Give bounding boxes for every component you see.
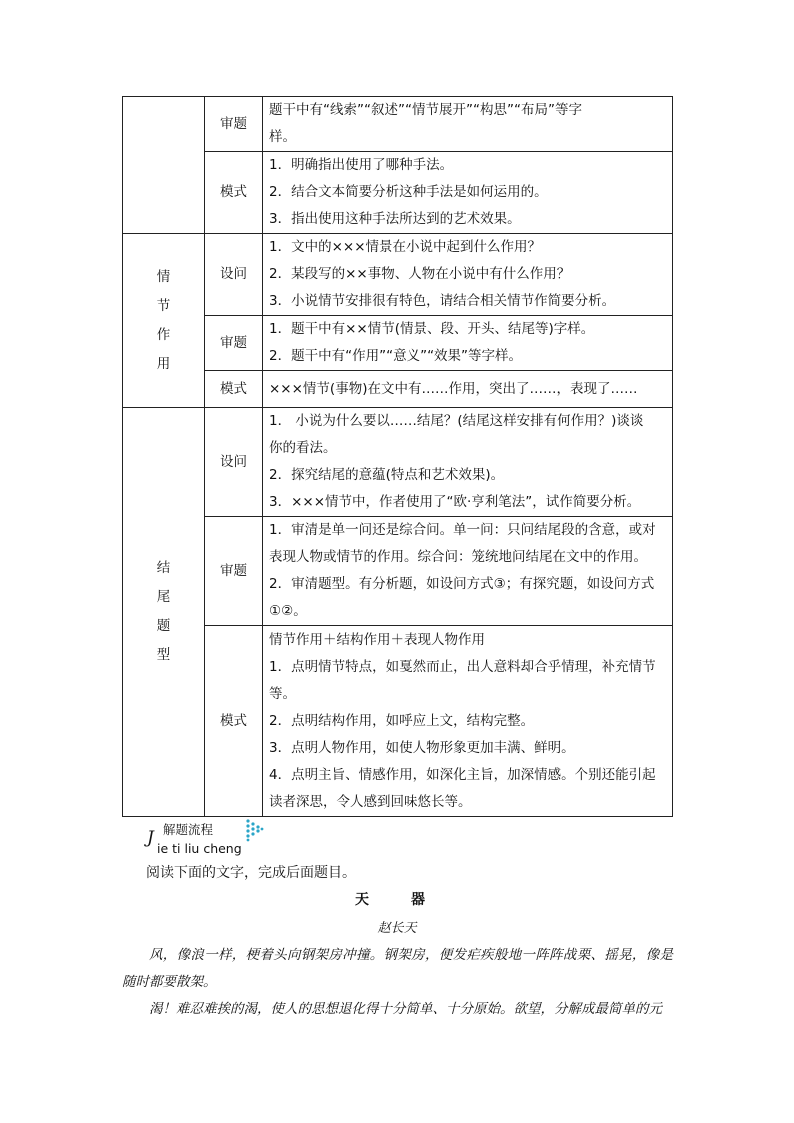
content-line: 4．点明主旨、情感作用，如深化主旨，加深情感。个别还能引起 [269,766,656,783]
content-line: 题干中有“线索”“叙述”“情节展开”“构思”“布局”等字 [269,102,582,118]
content-line: 1．文中的×××情景在小说中起到什么作用？ [269,239,542,255]
row-content [263,408,673,517]
answer-guide-table [122,96,673,817]
section-char: 作 [156,326,171,343]
content-line: 读者深思，令人感到回味悠长等。 [269,793,472,810]
content-line: 你的看法。 [269,440,337,456]
row-label: 审题 [205,97,263,152]
section-char: 题 [156,618,171,634]
content-line: 2．某段写的××事物、人物在小说中有什么作用？ [269,266,571,282]
section-char: 节 [156,297,171,314]
row-label: 模式 [205,152,263,234]
row-label: 设问 [205,408,263,517]
content-line: 2．审清题型。有分析题，如设问方式③；有探究题，如设问方式 [269,576,655,592]
heading-pinyin: ie ti liu cheng [157,841,242,856]
heading-initial: J [147,828,154,848]
content-line: 2．点明结构作用，如呼应上文，结构完整。 [269,712,535,729]
diamond-dots-icon [244,818,264,842]
row-content [263,234,673,316]
instruction-text: 阅读下面的文字，完成后面题目。 [146,865,356,881]
table-row [123,408,673,517]
content-line: 表现人物或情节的作用。综合问：笼统地问结尾在文中的作用。 [269,549,647,565]
section-cell-plot [123,234,205,408]
table-row [123,626,673,817]
content-line: ×××情节(事物)在文中有……作用，突出了……，表现了…… [269,380,638,397]
row-label: 模式 [205,626,263,817]
table-row [123,97,673,152]
content-line: 2．探究结尾的意蕴(特点和艺术效果)。 [269,467,505,483]
section-char: 用 [156,355,171,372]
content-line: 2．题干中有“作用”“意义”“效果”等字样。 [269,348,523,364]
row-label: 审题 [205,517,263,626]
content-line: 3．小说情节安排很有特色，请结合相关情节作简要分析。 [269,293,616,309]
section-cell-ending [123,408,205,817]
story-title: 天 器 [355,892,439,908]
table-row [123,371,673,408]
row-content [263,316,673,371]
row-content [263,152,673,234]
table-row [123,234,673,316]
content-line: 情节作用＋结构作用＋表现人物作用 [269,631,485,648]
row-content [263,97,673,152]
content-line: 1．题干中有××情节(情景、段、开头、结尾等)字样。 [269,321,595,337]
story-body [122,942,673,1023]
section-char: 情 [156,268,171,285]
content-line: 1．审清是单一问还是综合问。单一问：只问结尾段的含意，或对 [269,522,656,538]
content-line: 样。 [269,129,296,145]
row-label: 设问 [205,234,263,316]
content-line: ①②。 [269,603,307,619]
row-content [263,517,673,626]
section-char: 结 [156,560,171,576]
heading-title: 解题流程 [163,822,214,837]
content-line: 3．指出使用这种手法所达到的艺术效果。 [269,211,521,227]
content-line: 等。 [269,685,296,702]
content-line: 1． 小说为什么要以……结尾？(结尾这样安排有何作用？)谈谈 [269,413,644,429]
table-row [123,517,673,626]
section-char: 型 [156,647,171,663]
content-line: 1．明确指出使用了哪种手法。 [269,157,454,173]
story-paragraph: 风，像浪一样，梗着头向钢架房冲撞。钢架房，便发疟疾般地一阵阵战栗、摇晃，像是随时都要散架。 [122,947,673,990]
solving-process-heading [145,820,285,862]
table-row [123,152,673,234]
row-content [263,626,673,817]
content-line: 3．×××情节中，作者使用了“欧·亨利笔法”，试作简要分析。 [269,494,641,510]
row-content [263,371,673,408]
row-label: 审题 [205,316,263,371]
table-row [123,316,673,371]
content-line: 2．结合文本简要分析这种手法是如何运用的。 [269,184,548,200]
content-line: 3．点明人物作用，如使人物形象更加丰满、鲜明。 [269,739,575,756]
story-author: 赵长天 [377,921,417,936]
content-line: 1．点明情节特点，如戛然而止，出人意料却合乎情理，补充情节 [269,658,656,675]
row-label: 模式 [205,371,263,408]
story-paragraph: 渴！难忍难挨的渴，使人的思想退化得十分简单、十分原始。欲望，分解成最简单的元 [149,1001,662,1017]
section-char: 尾 [156,589,171,605]
section-cell-continued [123,97,205,234]
